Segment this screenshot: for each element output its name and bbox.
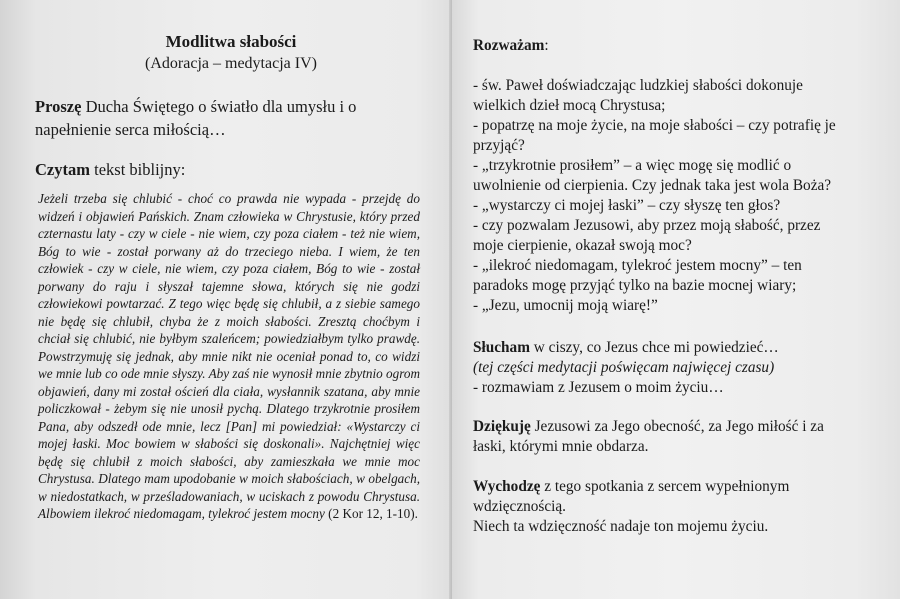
prosze-label: Proszę	[35, 97, 82, 116]
czytam-label: Czytam	[35, 160, 90, 179]
wychodze-section	[473, 477, 868, 537]
rozwazam-label: Rozważam	[473, 37, 545, 54]
reflection-line: uwolnienie od cierpienia. Czy jednak taka jest wola Boża?	[473, 177, 832, 194]
bible-text: Jeżeli trzeba się chlubić - choć co prawda nie wypada - przejdę do widzeń i objawień Pańskich. Znam człowieka w Chrystusie, który przed czternastu laty - czy w ciele - nie wiem, czy poza ciałem - też nie wiem, Bóg to wie - został porwany aż do trzeciego nieba. I wiem, że ten człowiek - czy w ciele, nie wiem, czy poza ciałem, Bóg to wie - został porwany do raju i słyszał tajemne słowa, których się nie godzi człowiekowi powtarzać. Z tego więc będę się chlubił, a z siebie samego nie będę się chlubił, chyba że z moich słabości. Zresztą choćbym i chciał się chlubić, nie byłbym szaleńcem; powiedziałbym tylko prawdę. Powstrzymuję się jednak, aby mnie nikt nie oceniał ponad to, co widzi we mnie lub co ode mnie słyszy. Aby zaś nie wynosił mnie zbytnio ogrom objawień, dany mi został oścień dla ciała, wysłannik szatana, aby mnie policzkował - żebym się nie unosił pychą. Dlatego trzykrotnie prosiłem Pana, aby odszedł ode mnie, lecz [Pan] mi powiedział: «Wystarczy ci mojej łaski. Moc bowiem w słabości się doskonali». Najchętniej więc będę się chlubił z moich słabości, aby zamieszkała we mnie moc Chrystusa. Dlatego mam upodobanie w moich słabościach, w obelgach, w niedostatkach, w prześladowaniach, w uciskach z powodu Chrystusa. Albowiem ilekroć niedomagam, tylekroć jestem mocny	[38, 191, 420, 521]
page-subtitle: (Adoracja – medytacja IV)	[145, 55, 317, 72]
dziekuje-line: łaski, którymi mnie obdarza.	[473, 438, 649, 455]
reflection-line: przyjąć?	[473, 137, 525, 154]
reflection-line: - „wystarczy ci mojej łaski” – czy słyszę ten głos?	[473, 197, 781, 214]
slucham-text: w ciszy, co Jezus chce mi powiedzieć…	[529, 339, 779, 356]
reflection-line: - czy pozwalam Jezusowi, aby przez moją słabość, przez	[473, 217, 821, 234]
page-title: Modlitwa słabości	[165, 32, 297, 51]
wychodze-text: z tego spotkania z sercem wypełnionym	[540, 478, 790, 495]
wychodze-line: Niech ta wdzięczność nadaje ton mojemu życiu.	[473, 518, 769, 535]
czytam-paragraph	[35, 158, 415, 181]
prosze-text: Ducha Świętego o światło dla umysłu i o napełnienie serca miłością…	[35, 97, 357, 139]
dziekuje-text: Jezusowi za Jego obecność, za Jego miłość i za	[530, 418, 824, 435]
reflection-list	[473, 76, 868, 316]
reflection-line: - popatrzę na moje życie, na moje słabości – czy potrafię je	[473, 117, 836, 134]
dziekuje-label: Dziękuję	[473, 418, 531, 435]
reflection-line: - św. Paweł doświadczając ludzkiej słabości dokonuje	[473, 77, 803, 94]
wychodze-line: wdzięcznością.	[473, 498, 567, 515]
slucham-label: Słucham	[473, 339, 530, 356]
reflection-line: - „trzykrotnie prosiłem” – a więc mogę się modlić o	[473, 157, 792, 174]
wychodze-label: Wychodzę	[473, 478, 541, 495]
dziekuje-section	[473, 417, 868, 457]
rozwazam-colon: :	[544, 37, 549, 54]
bible-reference: (2 Kor 12, 1-10).	[324, 506, 418, 521]
slucham-section	[473, 338, 868, 398]
czytam-text: tekst biblijny:	[89, 160, 186, 179]
bible-passage	[38, 190, 420, 523]
reflection-line: - „Jezu, umocnij moją wiarę!”	[473, 297, 658, 314]
reflection-line: paradoks mogę przyjąć tylko na bazie mocnej wiary;	[473, 277, 797, 294]
rozwazam-heading	[473, 36, 868, 56]
slucham-note: (tej części medytacji poświęcam najwięcej czasu)	[473, 359, 775, 376]
reflection-line: - „ilekroć niedomagam, tylekroć jestem mocny” – ten	[473, 257, 802, 274]
slucham-line: - rozmawiam z Jezusem o moim życiu…	[473, 379, 724, 396]
reflection-line: moje cierpienie, okazał swoją moc?	[473, 237, 692, 254]
prosze-paragraph	[35, 95, 415, 141]
reflection-line: wielkich dzieł mocą Chrystusa;	[473, 97, 666, 114]
